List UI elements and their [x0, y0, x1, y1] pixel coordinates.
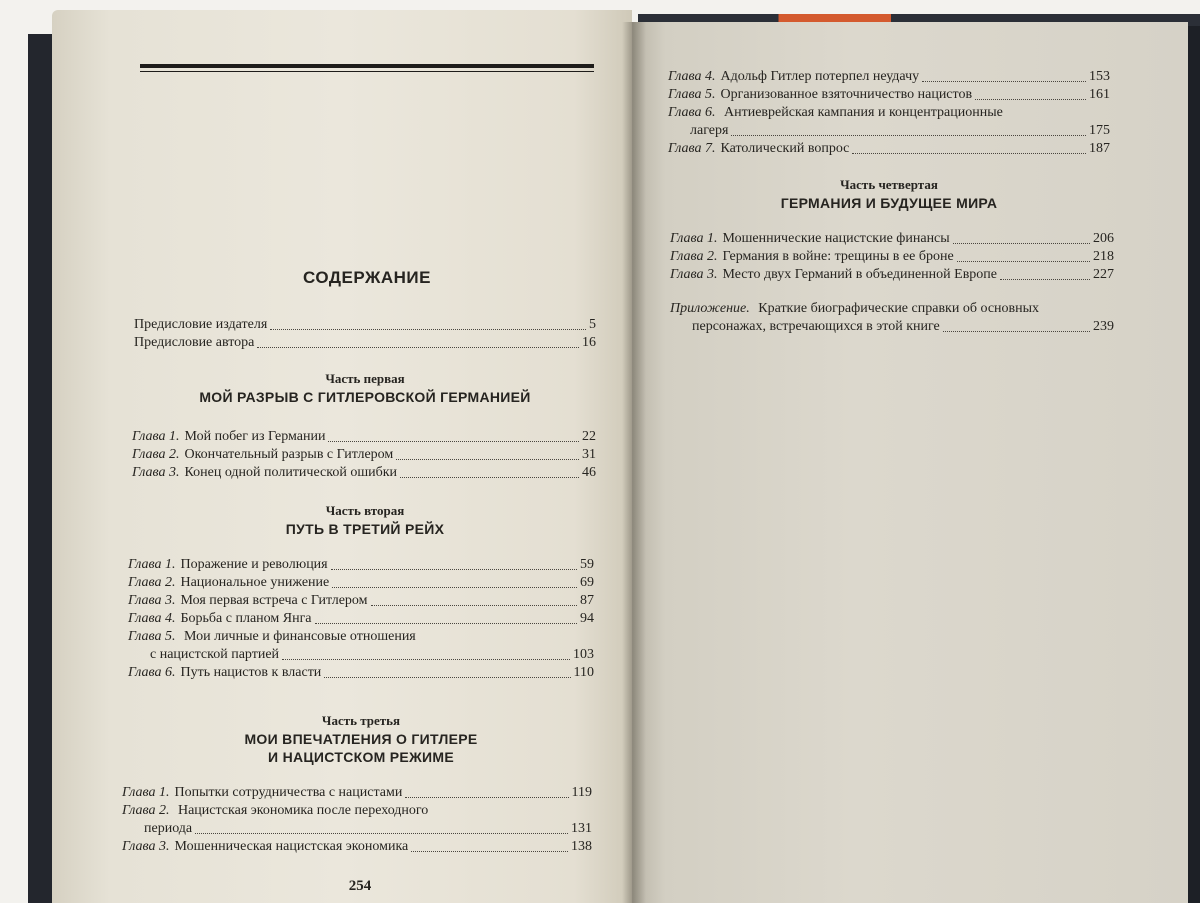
toc-entry-text: Нацистская экономика после переходного [177, 803, 429, 818]
toc-entry-text: Мошеннические нацистские финансы [722, 231, 950, 246]
leader-dots [257, 347, 579, 348]
toc-entry-page: 87 [580, 593, 594, 608]
chapter-label: Глава 2. [132, 447, 180, 462]
front-matter-list [134, 316, 596, 352]
toc-entry [122, 802, 592, 838]
leader-dots [405, 797, 568, 798]
chapter-label: Глава 6. [668, 105, 716, 120]
chapter-label: Глава 1. [128, 557, 176, 572]
part3-subtitle: Часть третья [321, 713, 401, 728]
toc-entry-page: 161 [1089, 87, 1110, 102]
appendix-label: Приложение. [670, 301, 750, 316]
toc-entry-page: 46 [582, 465, 596, 480]
leader-dots [371, 605, 577, 606]
toc-entry-text: Мошенническая нацистская экономика [174, 839, 409, 854]
part1-heading [134, 370, 596, 406]
toc-entry-text: Католический вопрос [720, 141, 850, 156]
toc-entry-appendix [670, 300, 1114, 336]
toc-entry-page: 94 [580, 611, 594, 626]
toc-entry-page: 16 [582, 335, 596, 350]
toc-entry-page: 218 [1093, 249, 1114, 264]
chapter-label: Глава 2. [122, 803, 170, 818]
toc-entry-text-cont: персонажах, встречающихся в этой книге [692, 319, 940, 334]
leader-dots [331, 569, 577, 570]
leader-dots [1000, 279, 1090, 280]
toc-entry-text: Адольф Гитлер потерпел неудачу [720, 69, 920, 84]
part4-title: ГЕРМАНИЯ И БУДУЩЕЕ МИРА [780, 195, 998, 211]
toc-entry [128, 592, 594, 610]
toc-entry [132, 428, 596, 446]
toc-entry-page: 5 [589, 317, 596, 332]
leader-dots [195, 833, 568, 834]
toc-entry-page: 153 [1089, 69, 1110, 84]
toc-entry [668, 140, 1110, 158]
part4-chapters [670, 230, 1114, 284]
appendix-entry-block [670, 300, 1114, 336]
toc-entry-text: Поражение и революция [180, 557, 328, 572]
part3-title-line2: И НАЦИСТСКОМ РЕЖИМЕ [268, 749, 454, 765]
chapter-label: Глава 3. [132, 465, 180, 480]
chapter-label: Глава 4. [128, 611, 176, 626]
toc-entry-text-cont: лагеря [690, 123, 729, 138]
toc-entry [670, 230, 1114, 248]
toc-entry-text: Место двух Германий в объединенной Европе [722, 267, 998, 282]
toc-entry-page: 31 [582, 447, 596, 462]
toc-entry-page: 138 [571, 839, 592, 854]
toc-entry-page: 239 [1093, 319, 1114, 334]
leader-dots [270, 329, 586, 330]
part3-chapters [122, 784, 592, 856]
part2-subtitle: Часть вторая [325, 503, 405, 518]
toc-entry [670, 248, 1114, 266]
toc-entry-text: Борьба с планом Янга [180, 611, 312, 626]
leader-dots [282, 659, 570, 660]
continued-chapters [668, 68, 1110, 158]
part1-subtitle: Часть первая [325, 371, 405, 386]
toc-entry-text: Организованное взяточничество нацистов [720, 87, 973, 102]
toc-entry [670, 266, 1114, 284]
chapter-label: Глава 2. [670, 249, 718, 264]
leader-dots [852, 153, 1086, 154]
part1-chapters [132, 428, 596, 482]
toc-entry-text: Путь нацистов к власти [180, 665, 322, 680]
toc-entry-page: 59 [580, 557, 594, 572]
toc-title: СОДЕРЖАНИЕ [303, 268, 431, 287]
leader-dots [411, 851, 568, 852]
toc-entry-text: Антиеврейская кампания и концентрационные [723, 105, 1003, 120]
leader-dots [975, 99, 1086, 100]
toc-entry-page: 69 [580, 575, 594, 590]
toc-entry-publisher-preface [134, 316, 596, 334]
toc-entry-text-cont: периода [144, 821, 193, 836]
chapter-label: Глава 1. [132, 429, 180, 444]
toc-entry [128, 556, 594, 574]
toc-entry [132, 464, 596, 482]
leader-dots [731, 135, 1086, 136]
toc-entry-text: Германия в войне: трещины в ее броне [722, 249, 954, 264]
leader-dots [315, 623, 577, 624]
chapter-label: Глава 3. [670, 267, 718, 282]
book-cover-right [1186, 26, 1200, 903]
toc-entry-text: Мой побег из Германии [184, 429, 326, 444]
leader-dots [953, 243, 1090, 244]
part2-heading [134, 502, 596, 538]
toc-entry [128, 610, 594, 628]
toc-entry-page: 206 [1093, 231, 1114, 246]
leader-dots [957, 261, 1090, 262]
toc-entry-text: Национальное унижение [180, 575, 330, 590]
toc-entry-page: 119 [571, 785, 592, 800]
toc-entry [128, 574, 594, 592]
part3-title: МОИ ВПЕЧАТЛЕНИЯ О ГИТЛЕРЕ [244, 731, 478, 747]
chapter-label: Глава 1. [670, 231, 718, 246]
toc-entry-page: 110 [573, 665, 594, 680]
toc-entry [128, 664, 594, 682]
part2-chapters [128, 556, 594, 682]
book-spine-shadow [622, 22, 646, 903]
toc-entry [122, 838, 592, 856]
part1-title: МОЙ РАЗРЫВ С ГИТЛЕРОВСКОЙ ГЕРМАНИЕЙ [199, 389, 531, 405]
part4-subtitle: Часть четвертая [840, 177, 938, 192]
page-number: 254 [348, 878, 372, 894]
toc-entry [128, 628, 594, 664]
chapter-label: Глава 7. [668, 141, 716, 156]
toc-entry-text: Окончательный разрыв с Гитлером [184, 447, 394, 462]
toc-entry [668, 86, 1110, 104]
chapter-label: Глава 5. [668, 87, 716, 102]
chapter-label: Глава 6. [128, 665, 176, 680]
chapter-label: Глава 4. [668, 69, 716, 84]
leader-dots [922, 81, 1086, 82]
leader-dots [400, 477, 579, 478]
toc-entry-text-cont: с нацистской партией [150, 647, 280, 662]
part3-heading [130, 712, 592, 766]
part2-title: ПУТЬ В ТРЕТИЙ РЕЙХ [285, 521, 445, 537]
toc-entry [122, 784, 592, 802]
toc-entry-text: Попытки сотрудничества с нацистами [174, 785, 403, 800]
leader-dots [332, 587, 577, 588]
toc-entry-text: Предисловие издателя [134, 317, 268, 332]
toc-entry-text: Моя первая встреча с Гитлером [180, 593, 368, 608]
toc-entry-text: Мои личные и финансовые отношения [183, 629, 416, 644]
leader-dots [396, 459, 579, 460]
toc-entry-page: 227 [1093, 267, 1114, 282]
leader-dots [328, 441, 579, 442]
toc-entry-text: Конец одной политической ошибки [184, 465, 398, 480]
part4-heading [668, 176, 1110, 212]
toc-entry-page: 187 [1089, 141, 1110, 156]
toc-entry [668, 104, 1110, 140]
chapter-label: Глава 3. [122, 839, 170, 854]
toc-entry-text: Краткие биографические справки об основных [758, 301, 1040, 316]
toc-entry-page: 22 [582, 429, 596, 444]
toc-entry-author-preface [134, 334, 596, 352]
chapter-label: Глава 1. [122, 785, 170, 800]
chapter-label: Глава 3. [128, 593, 176, 608]
toc-entry [668, 68, 1110, 86]
header-rule-thin [140, 71, 594, 72]
chapter-label: Глава 5. [128, 629, 176, 644]
toc-entry-text: Предисловие автора [134, 335, 255, 350]
leader-dots [324, 677, 570, 678]
chapter-label: Глава 2. [128, 575, 176, 590]
toc-entry-page: 175 [1089, 123, 1110, 138]
toc-entry-page: 131 [571, 821, 592, 836]
header-rule-thick [140, 64, 594, 68]
toc-entry [132, 446, 596, 464]
leader-dots [943, 331, 1090, 332]
toc-entry-page: 103 [573, 647, 594, 662]
